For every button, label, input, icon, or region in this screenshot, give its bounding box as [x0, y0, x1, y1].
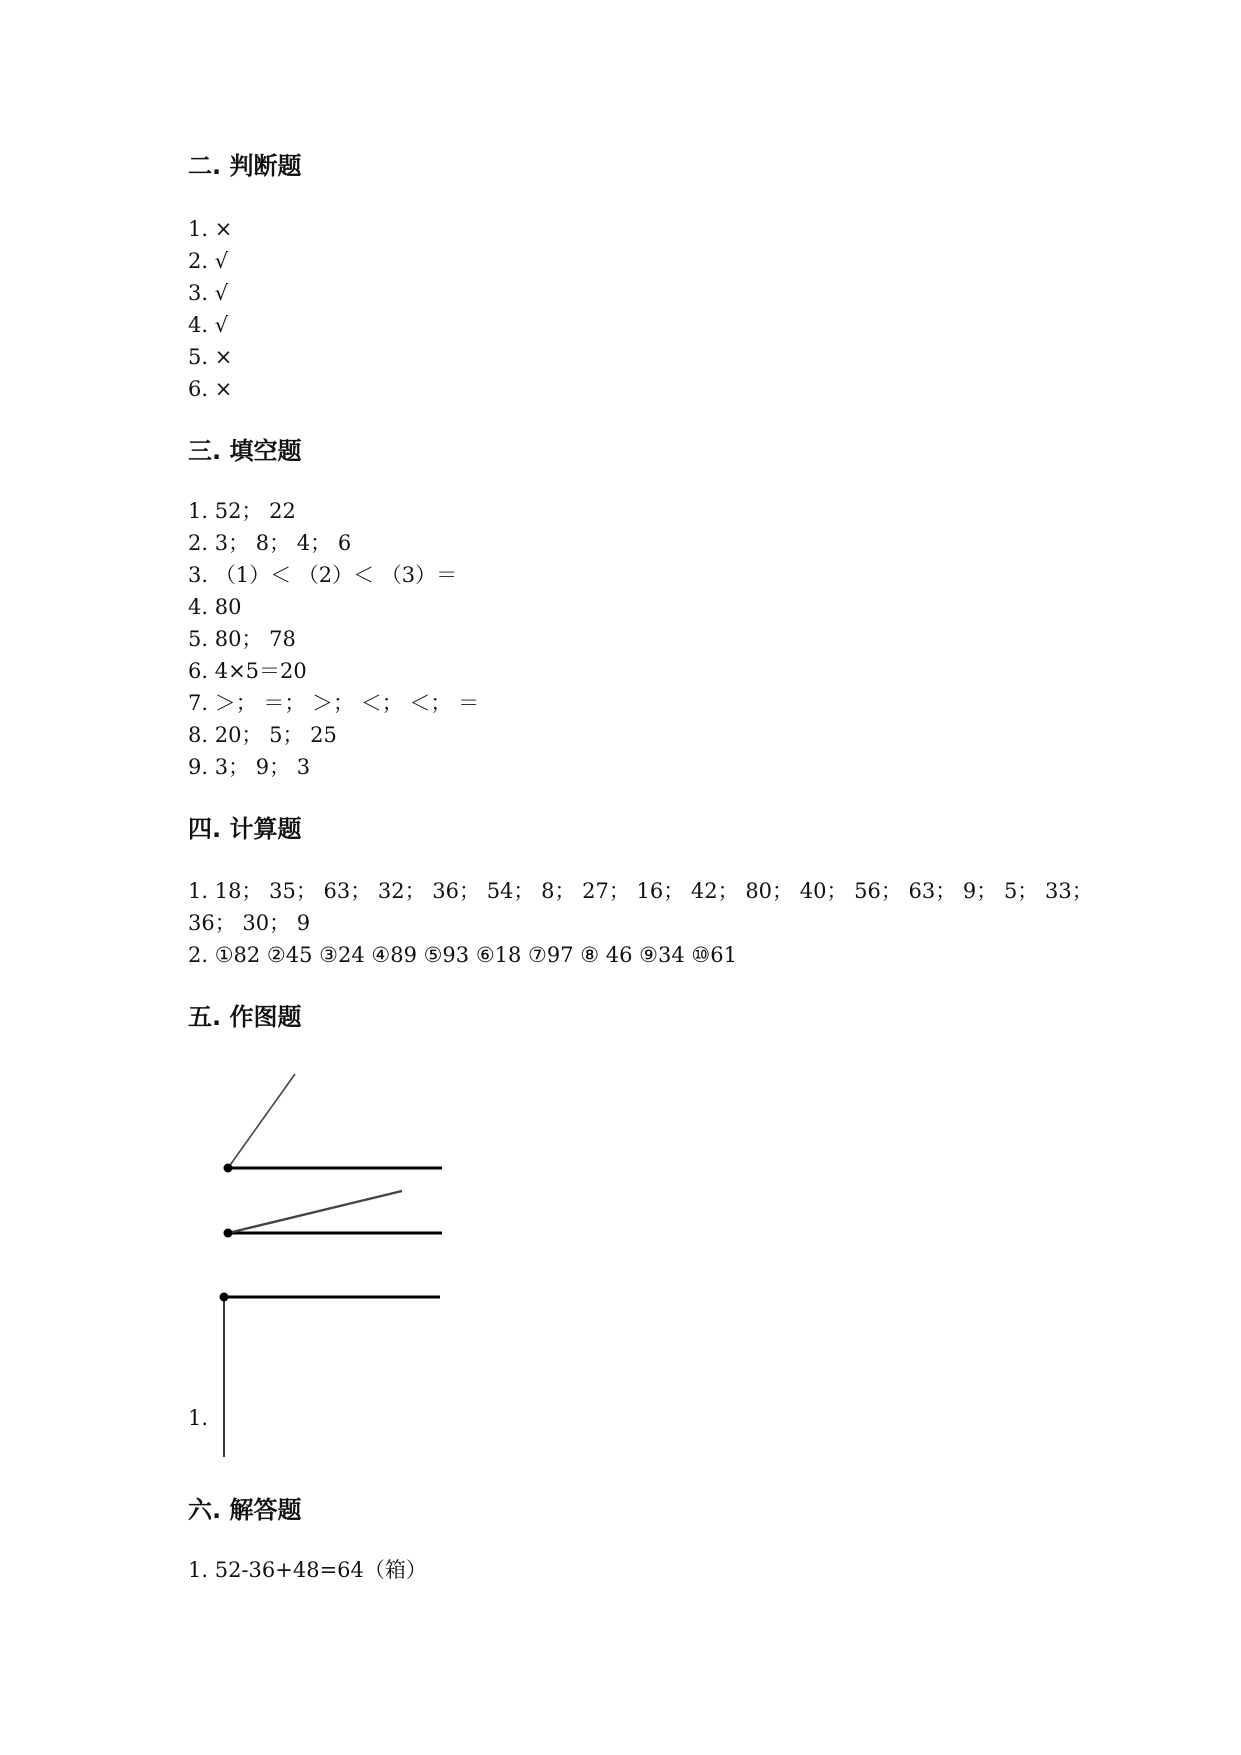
section-title-judgement: 二. 判断题 [188, 152, 302, 180]
fill-answer-4: 4. 80 [188, 595, 242, 619]
word-problem-answer-1: 1. 52-36+48=64（箱） [188, 1558, 427, 1582]
angle-drawing-1 [224, 1074, 443, 1173]
fill-answer-7: 7. ＞； ＝； ＞； ＜； ＜； ＝ [188, 691, 480, 715]
angle-drawing-3 [220, 1293, 441, 1458]
fill-answer-5: 5. 80； 78 [188, 627, 296, 651]
judgement-answer-1: 1. × [188, 217, 233, 241]
calc-answer-1-continued: 36； 30； 9 [188, 911, 311, 935]
judgement-answer-5: 5. × [188, 345, 233, 369]
calc-answer-1: 1. 18； 35； 63； 32； 36； 54； 8； 27； 16； 42； 80； 40； 56； 63； 9； 5； 33； [188, 879, 1093, 903]
fill-answer-9: 9. 3； 9； 3 [188, 755, 311, 779]
fill-answer-8: 8. 20； 5； 25 [188, 723, 337, 747]
fill-answer-2: 2. 3； 8； 4； 6 [188, 531, 352, 555]
judgement-answer-2: 2. √ [188, 249, 229, 273]
judgement-answer-6: 6. × [188, 377, 233, 401]
fill-answer-3: 3. （1）＜ （2）＜ （3）＝ [188, 563, 458, 587]
section-title-drawing: 五. 作图题 [188, 1003, 302, 1031]
section-title-calculation: 四. 计算题 [188, 815, 302, 843]
section-title-fill-blank: 三. 填空题 [188, 437, 302, 465]
judgement-answer-4: 4. √ [188, 313, 229, 337]
drawing-answer-1-label: 1. [188, 1406, 209, 1430]
judgement-answer-3: 3. √ [188, 281, 229, 305]
angle-drawing-2 [224, 1191, 443, 1238]
fill-answer-6: 6. 4×5＝20 [188, 659, 307, 683]
fill-answer-1: 1. 52； 22 [188, 499, 296, 523]
section-title-word-problem: 六. 解答题 [188, 1496, 302, 1524]
calc-answer-2: 2. ①82 ②45 ③24 ④89 ⑤93 ⑥18 ⑦97 ⑧ 46 ⑨34 ⑩61 [188, 943, 737, 967]
